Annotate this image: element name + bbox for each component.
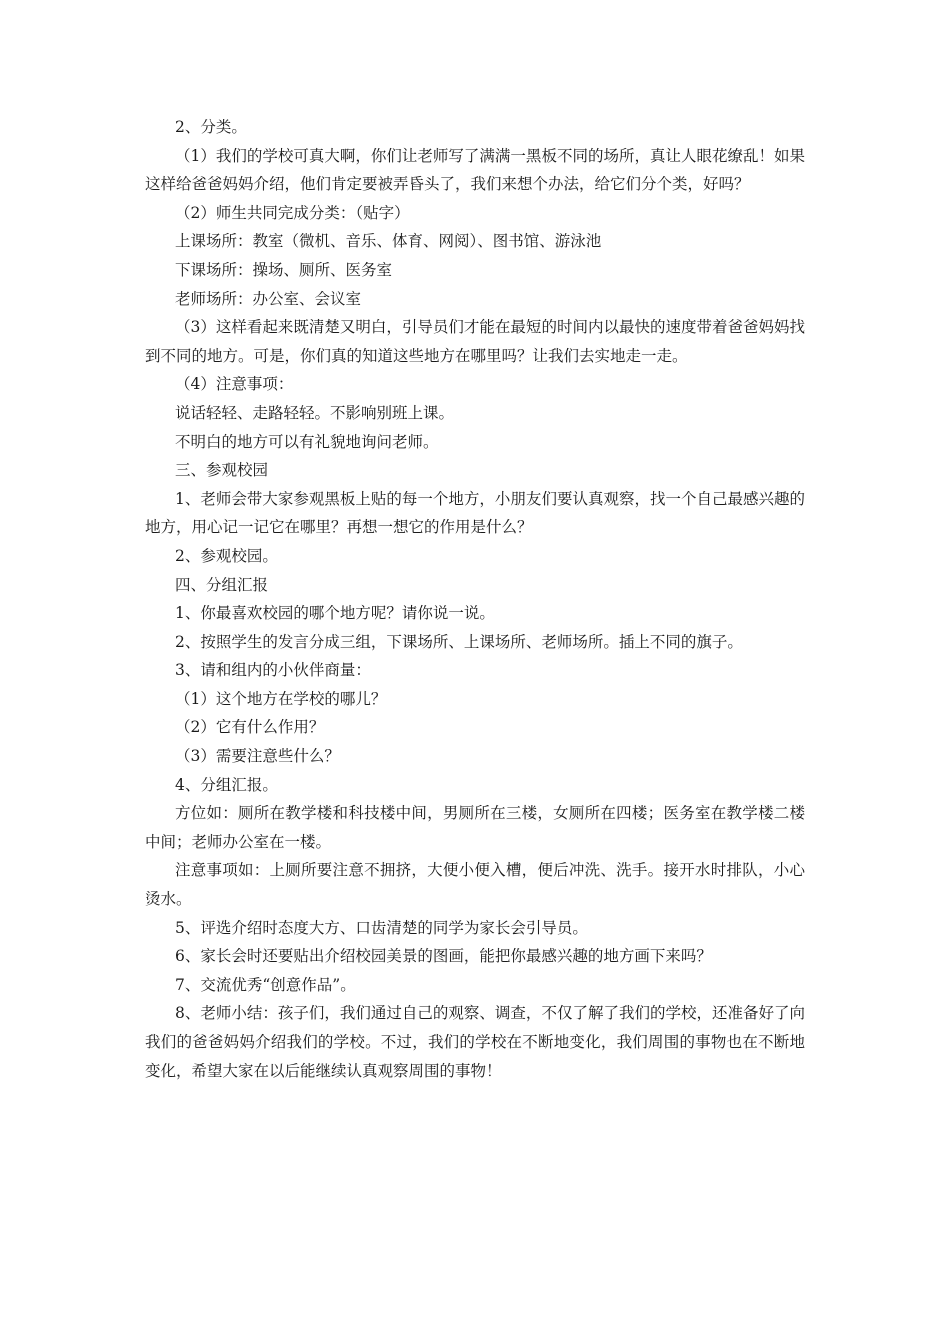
document-body bbox=[145, 113, 805, 1085]
paragraph: 8、老师小结：孩子们，我们通过自己的观察、调查，不仅了解了我们的学校，还准备好了向我们的爸爸妈妈介绍我们的学校。不过，我们的学校在不断地变化，我们周围的事物也在不断地变化，希望大家在以后能继续认真观察周围的事物！ bbox=[145, 1004, 805, 1080]
paragraph: 5、评选介绍时态度大方、口齿清楚的同学为家长会引导员。 bbox=[175, 918, 588, 937]
paragraph: （4）注意事项： bbox=[175, 375, 294, 394]
paragraph: （3）需要注意些什么？ bbox=[175, 747, 340, 766]
paragraph: （3）这样看起来既清楚又明白，引导员们才能在最短的时间内以最快的速度带着爸爸妈妈找到不同的地方。可是，你们真的知道这些地方在哪里吗？让我们去实地走一走。 bbox=[145, 318, 805, 365]
section-heading: 三、参观校园 bbox=[175, 461, 269, 480]
paragraph: 1、老师会带大家参观黑板上贴的每一个地方，小朋友们要认真观察，找一个自己最感兴趣的地方，用心记一记它在哪里？再想一想它的作用是什么？ bbox=[145, 489, 805, 537]
section-heading: 四、分组汇报 bbox=[175, 575, 269, 594]
paragraph: （1）这个地方在学校的哪儿？ bbox=[175, 689, 387, 708]
paragraph: 3、请和组内的小伙伴商量： bbox=[175, 661, 371, 680]
paragraph: 2、分类。 bbox=[175, 118, 247, 136]
paragraph: 上课场所：教室（微机、音乐、体育、网阅）、图书馆、游泳池 bbox=[175, 232, 602, 251]
paragraph: （2）它有什么作用？ bbox=[175, 718, 325, 737]
paragraph: 6、家长会时还要贴出介绍校园美景的图画，能把你最感兴趣的地方画下来吗？ bbox=[175, 947, 712, 966]
paragraph: 1、你最喜欢校园的哪个地方呢？请你说一说。 bbox=[175, 604, 495, 623]
paragraph: 方位如：厕所在教学楼和科技楼中间，男厕所在三楼，女厕所在四楼；医务室在教学楼二楼中间；老师办公室在一楼。 bbox=[145, 804, 805, 851]
paragraph: 不明白的地方可以有礼貌地询问老师。 bbox=[175, 432, 439, 451]
paragraph: 7、交流优秀“创意作品”。 bbox=[175, 975, 356, 994]
paragraph: 注意事项如：上厕所要注意不拥挤，大便小便入槽，便后冲洗、洗手。接开水时排队，小心烫水。 bbox=[145, 861, 805, 909]
paragraph: 下课场所：操场、厕所、医务室 bbox=[175, 260, 393, 279]
paragraph: 4、分组汇报。 bbox=[175, 775, 278, 794]
paragraph: 2、参观校园。 bbox=[175, 546, 278, 565]
paragraph: （1）我们的学校可真大啊，你们让老师写了满满一黑板不同的场所，真让人眼花缭乱！如果这样给爸爸妈妈介绍，他们肯定要被弄昏头了，我们来想个办法，给它们分个类，好吗？ bbox=[145, 146, 805, 194]
paragraph: 说话轻轻、走路轻轻。不影响别班上课。 bbox=[175, 403, 455, 422]
paragraph: （2）师生共同完成分类：（贴字） bbox=[175, 203, 410, 222]
paragraph: 老师场所：办公室、会议室 bbox=[175, 289, 362, 308]
paragraph: 2、按照学生的发言分成三组，下课场所、上课场所、老师场所。插上不同的旗子。 bbox=[175, 632, 743, 651]
